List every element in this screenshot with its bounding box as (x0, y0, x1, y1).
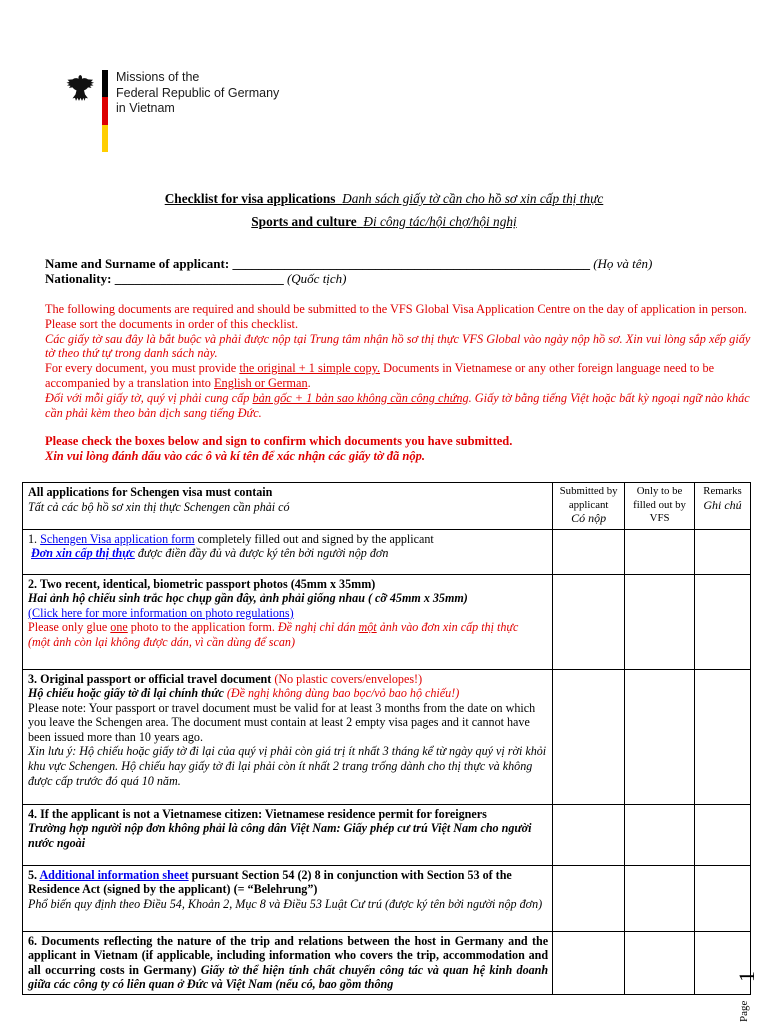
flag-black (102, 70, 108, 97)
table-row (23, 804, 751, 865)
row-4-remarks-box[interactable] (695, 804, 751, 865)
table-row (23, 669, 751, 804)
notice-p1-vi: Các giấy tờ sau đây là bắt buộc và phải được nộp tại Trung tâm nhận hồ sơ thị thực VFS Global vào ngày nộp hồ sơ. Xin vui lòng sắp xếp giấy tờ theo thứ tự trong danh sách này. (45, 331, 751, 361)
notice-p2-vi-end: . Giấy tờ bằng tiếng Việt hoặc bất kỳ ngoại ngữ nào khác cần phải kèm theo bản dịch sang tiếng Đức. (45, 390, 750, 420)
flag-gold (102, 125, 108, 152)
page-title (0, 191, 768, 207)
row-2-vfs-box[interactable] (625, 574, 695, 669)
application-form-link-vi[interactable]: Đơn xin cấp thị thực (31, 546, 135, 561)
row-2-note-vi-post: ảnh vào đơn xin cấp thị thực (376, 620, 519, 635)
row-3-en: 3. Original passport or official travel document (28, 671, 272, 686)
applicant-fields (45, 256, 652, 286)
row-2-note-vi-underline: một (358, 620, 377, 635)
row-4-vi: Trường hợp người nộp đơn không phải là công dân Việt Nam: Giấy phép cư trú Việt Nam cho người nước ngoài (28, 821, 532, 850)
row-1-vfs-box[interactable] (625, 529, 695, 574)
header-vfs: Only to be filled out by VFS (633, 485, 686, 524)
check-vi: Xin vui lòng đánh dấu vào các ô và kí tên để xác nhận các giấy tờ đã nộp. (45, 449, 425, 463)
check-instruction (45, 434, 745, 464)
row-3-remarks-box[interactable] (695, 669, 751, 804)
table-row (23, 574, 751, 669)
row-3-submitted-box[interactable] (553, 669, 625, 804)
row-5-vi: Phổ biến quy định theo Điều 54, Khoản 2, Mục 8 và Điều 53 Luật Cư trú (được ký tên bởi người nộp đơn) (28, 896, 543, 911)
name-label-vi: (Họ và tên) (589, 256, 653, 271)
header-submitted-vi: Có nộp (571, 511, 607, 525)
page-label: Page (738, 1000, 750, 1022)
row-1-rest: completely filled out and signed by the applicant (194, 531, 434, 546)
row-3-note: Please note: Your passport or travel document must be valid for at least 3 months from the date on which you leave the Schengen area. The document must contain at least 2 empty visa pages and it cannot have been issued more than 10 years ago. (28, 700, 536, 744)
row-1-vi-rest: được điền đầy đủ và được ký tên bởi người nộp đơn (134, 546, 389, 561)
row-2-note-vi: Đề nghị chỉ dán (277, 620, 359, 635)
nationality-label: Nationality: (45, 271, 115, 286)
name-blank[interactable]: _______________________________________________________ (232, 256, 590, 271)
row-2-text (23, 574, 553, 669)
subtitle-en: Sports and culture (251, 214, 357, 229)
row-3-note-vi: Xin lưu ý: Hộ chiếu hoặc giấy tờ đi lại của quý vị phải còn giá trị ít nhất 3 tháng kể từ ngày quý vị rời khỏi khu vực Schengen. Hộ chiếu hay giấy tờ đi lại phải còn ít nhất 2 trang trống dành cho thị thực và không được cấp trước đó quá 10 năm. (28, 744, 547, 788)
row-1-submitted-box[interactable] (553, 529, 625, 574)
row-2-note: Please only glue (28, 620, 111, 635)
row-3-vi-warning: (Đề nghị không dùng bao bọc/vỏ bao hộ chiếu!) (223, 686, 460, 701)
row-6-en: 6. Documents reflecting the nature of the trip and relations between the host in Germany and the applicant in Vietnam (if applicable, including information who covers the trip, accommodation and all occurring costs in Germany) (28, 933, 549, 977)
nationality-blank[interactable]: __________________________ (114, 271, 284, 286)
header-submitted: Submitted by applicant (559, 485, 618, 511)
mission-line-1: Missions of the (116, 70, 200, 84)
header-cell-remarks (695, 483, 751, 530)
header-cell-vfs (625, 483, 695, 530)
requirements-notice (45, 302, 751, 420)
row-1-text (23, 529, 553, 574)
row-3-vi: Hộ chiếu hoặc giấy tờ đi lại chính thức (28, 686, 224, 701)
page-number (728, 950, 768, 1022)
row-3-en-warning: (No plastic covers/envelopes!) (271, 671, 423, 686)
mission-name (116, 70, 279, 117)
row-2-en: 2. Two recent, identical, biometric passport photos (45mm x 35mm) (28, 576, 376, 591)
nationality-label-vi: (Quốc tịch) (283, 271, 347, 286)
subtitle-vi: Đi công tác/hội chợ/hội nghị (363, 214, 517, 229)
row-1-remarks-box[interactable] (695, 529, 751, 574)
row-4-submitted-box[interactable] (553, 804, 625, 865)
row-5-rest: pursuant Section 54 (2) 8 in conjunction with Section 53 of the Residence Act (signed by the applicant) (= “Belehrung”) (28, 867, 512, 897)
row-6-vfs-box[interactable] (625, 931, 695, 994)
row-2-note-post: photo to the application form. (127, 620, 278, 635)
checklist-table (22, 482, 751, 995)
row-2-note-underline: one (110, 620, 128, 635)
nationality-field[interactable] (45, 271, 652, 286)
header-remarks: Remarks (703, 485, 742, 497)
header-remarks-vi: Ghi chú (703, 497, 742, 512)
application-form-link[interactable]: Schengen Visa application form (40, 531, 195, 546)
name-field[interactable] (45, 256, 652, 271)
row-5-text (23, 865, 553, 931)
header-vi: Tất cả các bộ hồ sơ xin thị thực Schengen cần phải có (28, 499, 290, 514)
row-4-vfs-box[interactable] (625, 804, 695, 865)
row-2-submitted-box[interactable] (553, 574, 625, 669)
notice-p2 (45, 361, 751, 391)
notice-p2-text-2: Documents in Vietnamese or any other foreign language need to be accompanied by a translation into (45, 361, 715, 390)
mission-line-2: Federal Republic of Germany (116, 85, 280, 100)
notice-p2-vi (45, 391, 751, 421)
table-row (23, 529, 751, 574)
row-2-remarks-box[interactable] (695, 574, 751, 669)
row-6-vi: Giấy tờ thể hiện tính chất chuyến công tác và quan hệ kinh doanh giữa các công ty có liên quan ở Đức và Việt Nam (nếu có, bao gồm thông (28, 962, 549, 992)
row-4-text (23, 804, 553, 865)
notice-p2-text: For every document, you must provide (45, 361, 240, 376)
notice-p2-vi-underline: bản gốc + 1 bản sao không cần công chứng (252, 390, 469, 405)
row-3-vfs-box[interactable] (625, 669, 695, 804)
page-subtitle (0, 214, 768, 230)
notice-p1: The following documents are required and should be submitted to the VFS Global Visa Application Centre on the day of application in person. Please sort the documents in order of this checklist. (45, 302, 747, 331)
notice-p2-vi-text: Đối với mỗi giấy tờ, quý vị phải cung cấp (45, 390, 253, 405)
title-vi: Danh sách giấy tờ cần cho hồ sơ xin cấp thị thực (342, 191, 604, 206)
mission-line-3: in Vietnam (116, 101, 175, 115)
additional-info-sheet-link[interactable]: Additional information sheet (39, 867, 189, 882)
row-6-text (23, 931, 553, 994)
row-6-submitted-box[interactable] (553, 931, 625, 994)
flag-red (102, 97, 108, 124)
table-row (23, 865, 751, 931)
page-number-value: 1 (734, 971, 759, 982)
photo-regulations-link[interactable]: (Click here for more information on photo regulations) (28, 605, 294, 620)
name-label: Name and Surname of applicant: (45, 256, 233, 271)
federal-eagle-icon (66, 72, 96, 104)
header-cell-requirements (23, 483, 553, 530)
notice-p2-underline-2: English or German (214, 375, 308, 390)
notice-p2-end: . (307, 375, 311, 390)
notice-p2-underline: the original + 1 simple copy. (239, 361, 381, 376)
title-en: Checklist for visa applications (164, 191, 336, 206)
row-1-number: 1. (28, 531, 41, 546)
row-2-note-vi-2: (một ảnh còn lại không được dán, vì cần dùng để scan) (28, 634, 295, 649)
header-cell-submitted (553, 483, 625, 530)
row-4-en: 4. If the applicant is not a Vietnamese citizen: Vietnamese residence permit for foreigners (28, 806, 487, 821)
row-5-remarks-box[interactable] (695, 865, 751, 931)
table-header-row (23, 483, 751, 530)
row-5-submitted-box[interactable] (553, 865, 625, 931)
row-5-number: 5. (28, 867, 40, 882)
table-row (23, 931, 751, 994)
row-5-vfs-box[interactable] (625, 865, 695, 931)
row-3-text (23, 669, 553, 804)
header-en: All applications for Schengen visa must contain (28, 485, 273, 499)
row-2-vi: Hai ảnh hộ chiếu sinh trắc học chụp gần đây, ảnh phải giống nhau ( cỡ 45mm x 35mm) (28, 591, 468, 606)
flag-stripe (102, 70, 108, 152)
check-en: Please check the boxes below and sign to confirm which documents you have submitted. (45, 434, 513, 448)
